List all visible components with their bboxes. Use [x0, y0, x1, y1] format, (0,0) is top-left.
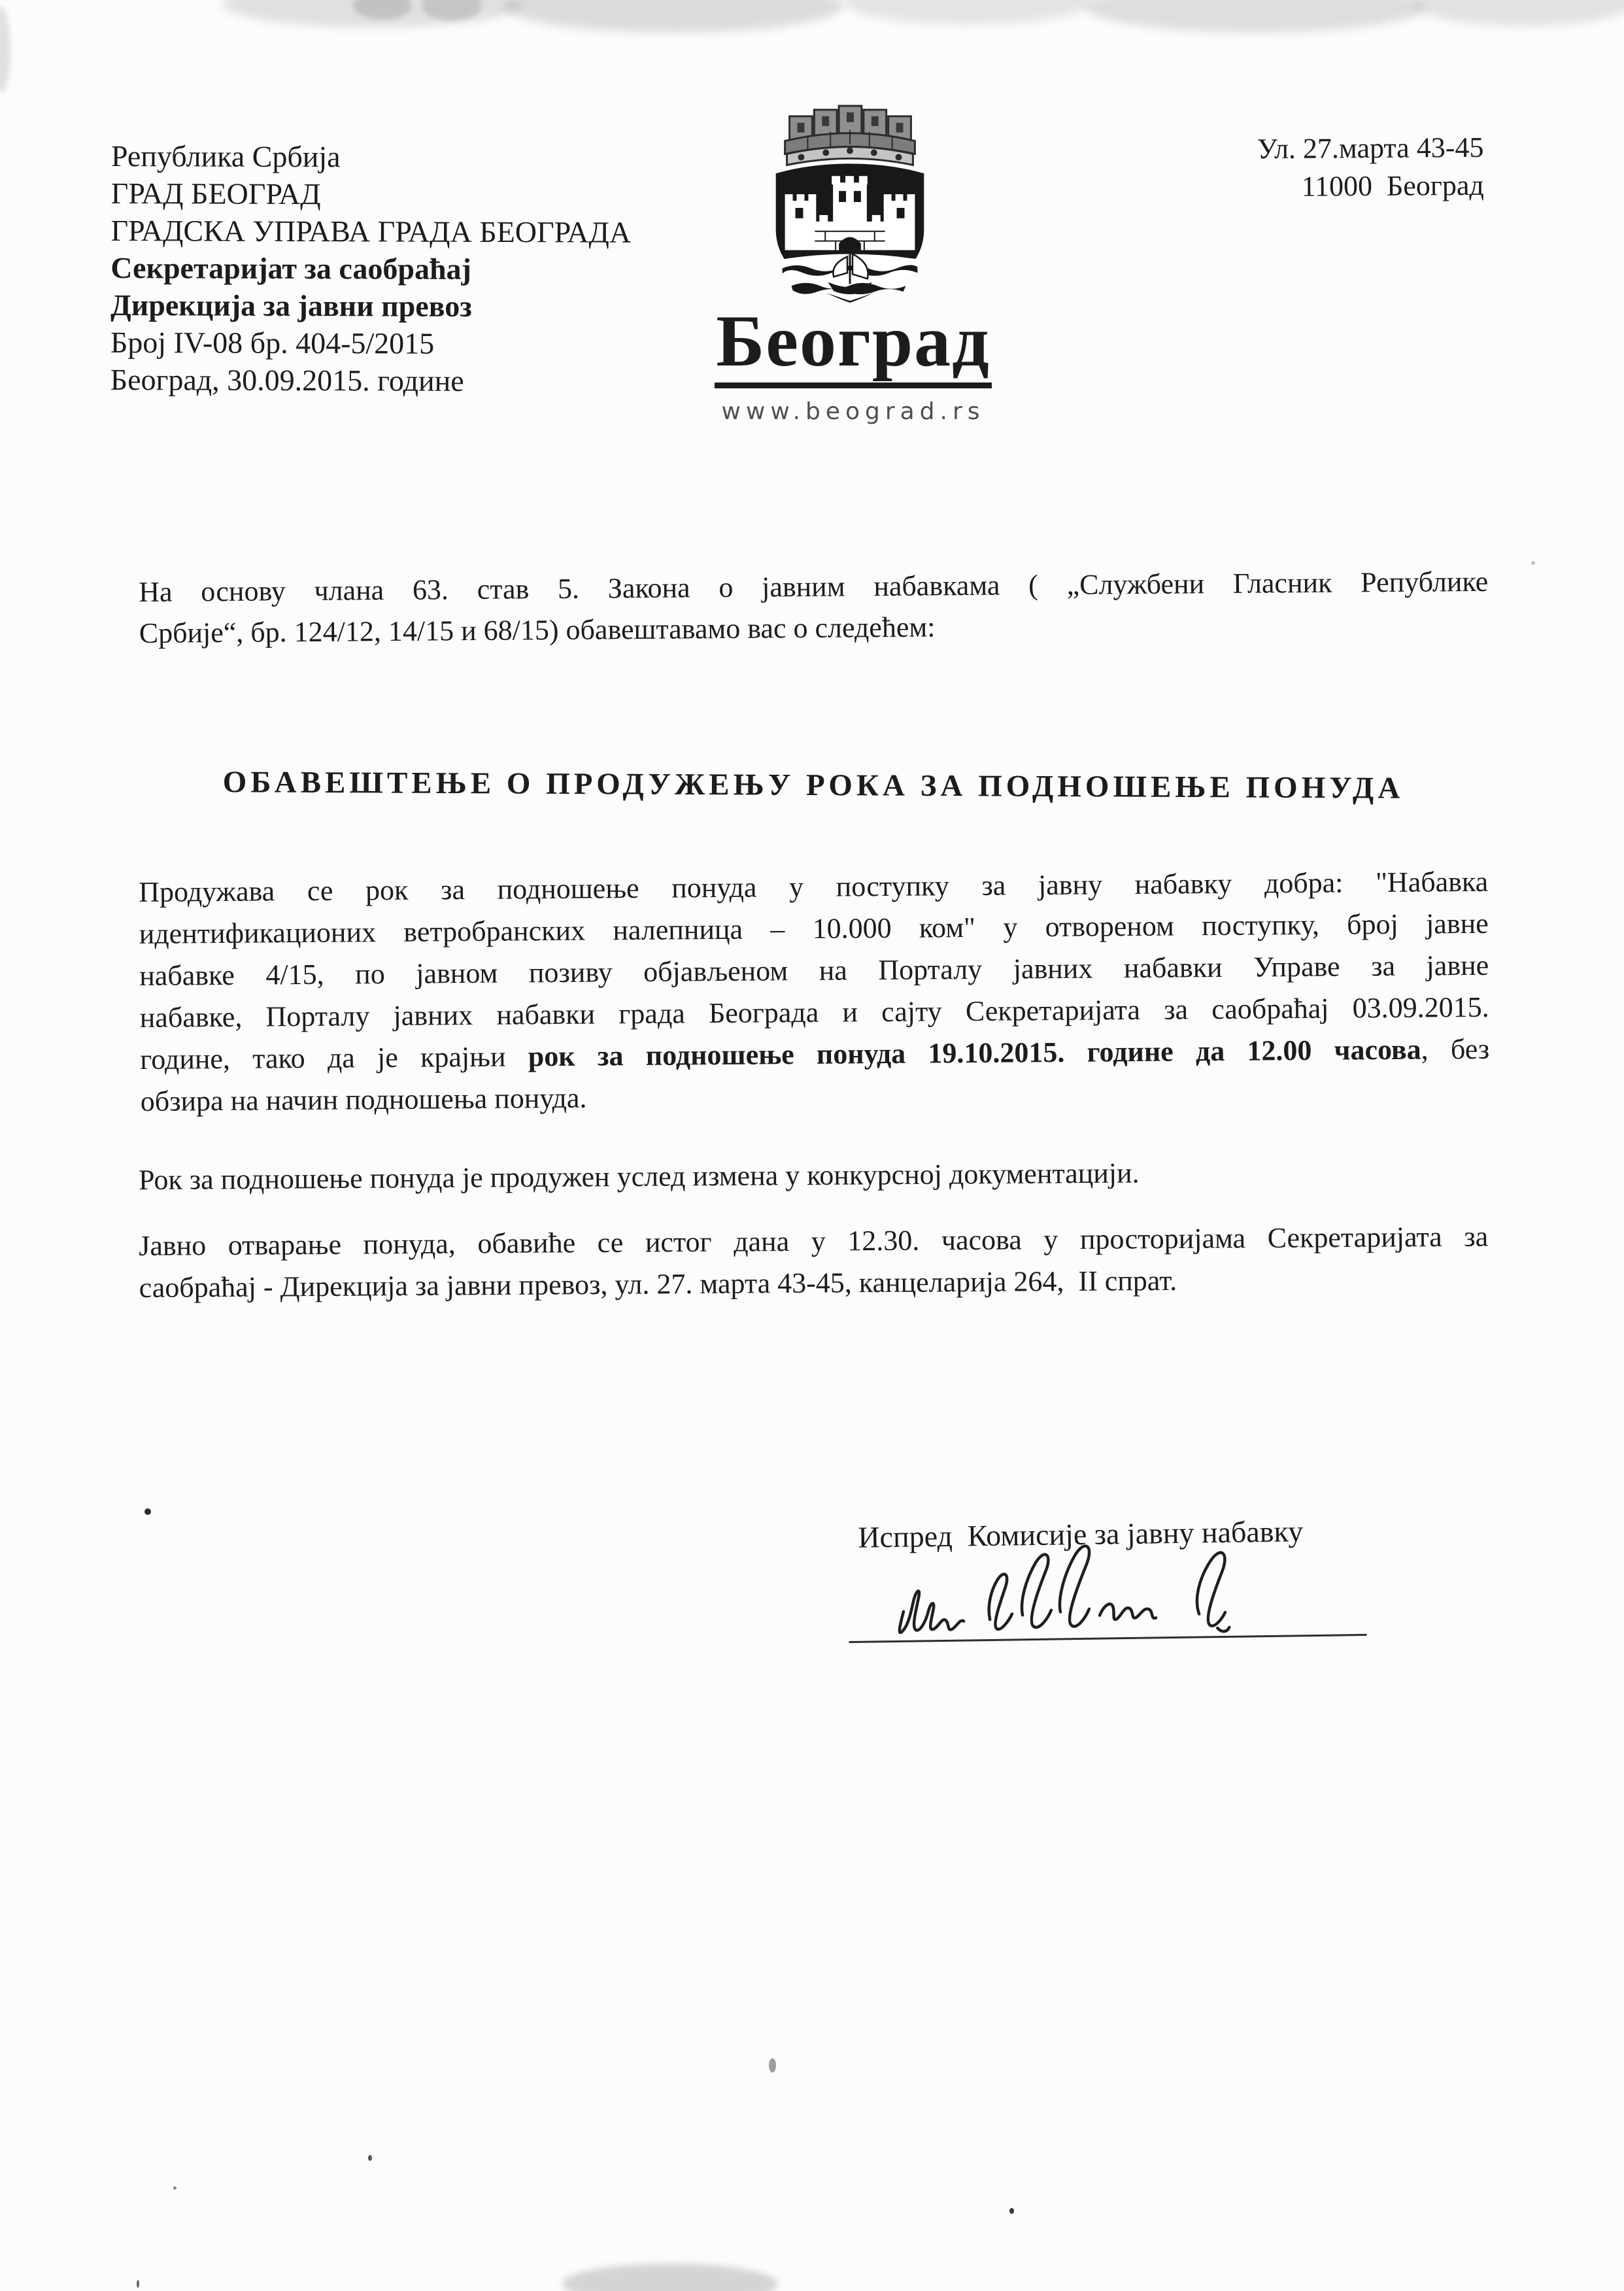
- intro-line: Србије“, бр. 124/12, 14/15 и 68/15) обавештавамо вас о следећем:: [139, 611, 936, 649]
- signature-block: [847, 1514, 1367, 1643]
- deadline-suffix: , без: [1421, 1032, 1490, 1066]
- scan-noise-smudge: [562, 2264, 778, 2291]
- deadline-prefix: године, тако да је крајњи: [140, 1040, 528, 1076]
- scan-speck: [137, 2280, 139, 2288]
- signature-label: Испред Комисије за јавну набавку: [857, 1514, 1304, 1554]
- sender-line-ref-number: Број IV-08 бр. 404-5/2015: [110, 325, 435, 360]
- scan-noise-smudge: [503, 0, 843, 33]
- logo-underline: [715, 382, 992, 388]
- scan-speck: [1009, 2208, 1014, 2214]
- scan-speck: [1531, 561, 1535, 565]
- main-paragraph: [139, 861, 1490, 1123]
- public-opening-paragraph: [139, 1216, 1489, 1309]
- scan-speck: [173, 2186, 177, 2190]
- deadline-bold-text: рок за подношење понуда 19.10.2015. године да 12.00 часова: [528, 1033, 1421, 1073]
- sender-line-directorate: Дирекција за јавни превоз: [110, 288, 472, 323]
- scan-noise-smudge: [0, 7, 10, 93]
- main-line: набавке, Порталу јавних набавки града Београда и сајту Секретаријата за саобраћај 03.09.2015.: [139, 991, 1489, 1034]
- main-line: Продужава се рок за подношење понуда у поступку за јавну набавку добра: "Набавка: [139, 865, 1489, 908]
- logo-website: www.beograd.rs: [721, 398, 985, 425]
- main-line: идентификационих ветробранских налепница – 10.000 ком" у отвореном поступку, број јавне: [139, 907, 1489, 950]
- sender-line-country: Република Србија: [110, 139, 341, 174]
- address-line-city: 11000 Београд: [1301, 169, 1485, 203]
- main-line: обзира на начин подношења понуда.: [140, 1081, 587, 1117]
- scan-noise-smudge: [843, 0, 1092, 25]
- address-line-street: Ул. 27.марта 43-45: [1257, 131, 1484, 165]
- sender-line-secretariat: Секретаријат за саобраћај: [110, 250, 472, 286]
- document-title: ОБАВЕШТЕЊЕ О ПРОДУЖЕЊУ РОКА ЗА ПОДНОШЕЊЕ ПОНУДА: [222, 765, 1404, 806]
- letterhead-sender-block: [110, 137, 632, 400]
- belgrade-coat-of-arms-icon: [752, 99, 948, 307]
- letterhead-address-block: [1257, 129, 1484, 206]
- scan-noise-smudge: [1412, 0, 1624, 26]
- sender-line-admin: ГРАДСКА УПРАВА ГРАДА БЕОГРАДА: [110, 213, 632, 249]
- scan-noise-smudge: [1085, 0, 1425, 33]
- main-line: набавке 4/15, по јавном позиву објављеном на Порталу јавних набавки Управе за јавне: [139, 949, 1489, 992]
- opening-line: Јавно отварање понуда, обавиће се истог дана у 12.30. часова у просторијама Секретаријата за: [139, 1220, 1489, 1262]
- opening-line: саобраћај - Дирекција за јавни превоз, ул. 27. марта 43-45, канцеларија 264, II спрат.: [139, 1264, 1177, 1304]
- crest-svg: [752, 99, 948, 307]
- scan-speck: [769, 2058, 776, 2073]
- intro-paragraph: [139, 561, 1489, 654]
- sender-line-city: ГРАД БЕОГРАД: [110, 176, 321, 211]
- scan-speck: [368, 2155, 372, 2161]
- logo-wordmark: Београд: [716, 301, 990, 382]
- intro-line: На основу члана 63. став 5. Закона о јавним набавкама ( „Службени Гласник Републике: [139, 565, 1489, 608]
- sender-line-date: Београд, 30.09.2015. године: [110, 362, 464, 398]
- scan-speck: [144, 1508, 151, 1515]
- reason-paragraph: Рок за подношење понуда је продужен услед измена у конкурсној документацији.: [138, 1157, 1140, 1196]
